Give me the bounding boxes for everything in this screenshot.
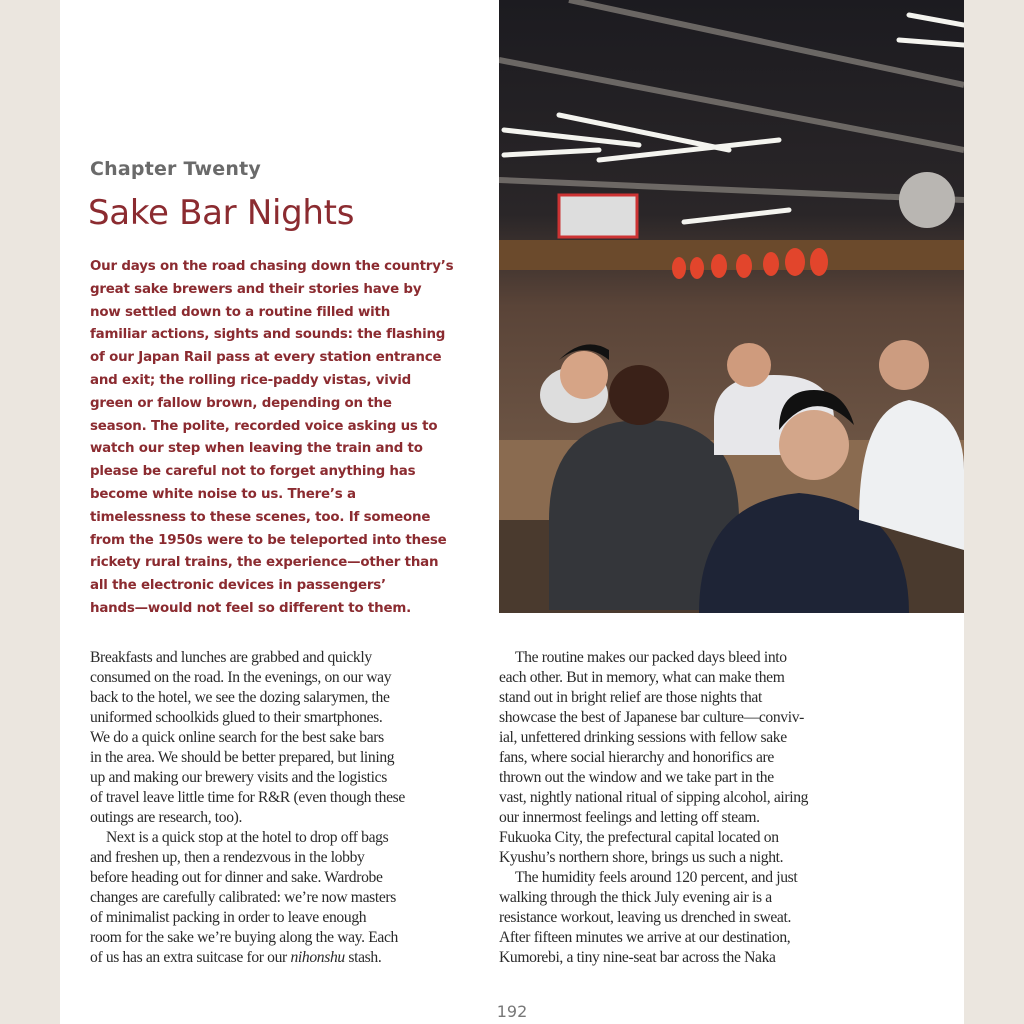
body-line [90,888,490,908]
body-line [90,648,490,668]
body-line [499,908,899,928]
intro-line: green or fallow brown, depending on the [90,395,392,411]
body-line-text: fans, where social hierarchy and honorifics are [499,749,774,766]
body-line [499,748,899,768]
body-line-text: ial, unfettered drinking sessions with fellow sake [499,729,787,746]
body-line-text: stand out in bright relief are those nights that [499,689,762,706]
intro-line: season. The polite, recorded voice asking us to [90,418,438,434]
body-line [499,828,899,848]
body-line [90,828,490,848]
body-line-text: The humidity feels around 120 percent, and just [515,869,798,886]
intro-line: and exit; the rolling rice-paddy vistas, vivid [90,372,411,388]
body-line [499,728,899,748]
body-line [90,768,490,788]
intro-line: all the electronic devices in passengers’ [90,578,386,594]
body-line [499,948,899,968]
body-line-text: changes are carefully calibrated: we’re now masters [90,889,396,906]
body-line [90,928,490,948]
body-line-text: outings are research, too). [90,809,243,826]
body-line-text: thrown out the window and we take part in the [499,769,774,786]
body-line-text: of us has an extra suitcase for our [90,949,291,966]
body-line-text: consumed on the road. In the evenings, on our way [90,669,392,686]
body-line [90,708,490,728]
sake-bar-photo [499,0,964,613]
chapter-title: Sake Bar Nights [88,193,355,233]
body-line [499,668,899,688]
body-line [90,688,490,708]
body-line-text: of travel leave little time for R&R (even though these [90,789,405,806]
body-line [499,788,899,808]
body-line-text: showcase the best of Japanese bar culture—conviv- [499,709,805,726]
body-line-text: each other. But in memory, what can make them [499,669,785,686]
intro-line: watch our step when leaving the train and to [90,441,423,457]
body-line-text: vast, nightly national ritual of sipping alcohol, airing [499,789,809,806]
body-line [499,848,899,868]
body-line [499,708,899,728]
body-line-text: in the area. We should be better prepared, but lining [90,749,395,766]
body-column-left [90,648,490,968]
intro-line: familiar actions, sights and sounds: the flashing [90,327,446,343]
body-line [499,808,899,828]
intro-line: great sake brewers and their stories have by [90,281,422,297]
body-line-text: room for the sake we’re buying along the way. Each [90,929,398,946]
body-line [90,728,490,748]
body-line [90,748,490,768]
intro-line: timelessness to these scenes, too. If someone [90,509,431,525]
body-line-text: Next is a quick stop at the hotel to drop off bags [106,829,389,846]
body-line-text: our innermost feelings and letting off steam. [499,809,760,826]
body-line-text: uniformed schoolkids glued to their smartphones. [90,709,383,726]
body-line-text: Kumorebi, a tiny nine-seat bar across the Naka [499,949,776,966]
body-line [499,768,899,788]
intro-line: hands—would not feel so different to them. [90,600,411,616]
body-line-text: The routine makes our packed days bleed into [515,649,787,666]
body-line [90,908,490,928]
body-line-text: back to the hotel, we see the dozing salarymen, the [90,689,390,706]
body-line [90,808,490,828]
intro-line: now settled down to a routine filled with [90,304,391,320]
body-line [90,948,490,968]
intro-line: of our Japan Rail pass at every station entrance [90,350,442,366]
body-line-text: up and making our brewery visits and the logistics [90,769,387,786]
body-line [90,868,490,888]
intro-line: please be careful not to forget anything has [90,464,416,480]
body-line [499,648,899,668]
body-line [90,788,490,808]
intro-line: become white noise to us. There’s a [90,486,356,502]
page-number: 192 [496,1002,528,1021]
body-line-text: Fukuoka City, the prefectural capital located on [499,829,779,846]
body-line [499,888,899,908]
body-line-text: stash. [344,949,382,966]
body-line-text: We do a quick online search for the best sake bars [90,729,384,746]
body-line [90,848,490,868]
body-line [90,668,490,688]
body-line-text: Kyushu’s northern shore, brings us such a night. [499,849,784,866]
intro-line: rickety rural trains, the experience—other than [90,555,439,571]
intro-paragraph [90,256,470,621]
body-line-text: resistance workout, leaving us drenched in sweat. [499,909,792,926]
body-line-text: of minimalist packing in order to leave enough [90,909,367,926]
body-line [499,868,899,888]
body-line [499,688,899,708]
intro-line: Our days on the road chasing down the country’s [90,259,454,274]
body-line-text: walking through the thick July evening air is a [499,889,772,906]
chapter-label: Chapter Twenty [90,158,261,180]
body-line [499,928,899,948]
body-line-text: and freshen up, then a rendezvous in the lobby [90,849,365,866]
body-line-text: before heading out for dinner and sake. Wardrobe [90,869,383,886]
body-line-text: Breakfasts and lunches are grabbed and quickly [90,649,372,666]
intro-line: from the 1950s were to be teleported into these [90,532,447,548]
italic-term: nihonshu [290,949,345,966]
body-column-right [499,648,899,968]
body-line-text: After fifteen minutes we arrive at our destination, [499,929,791,946]
